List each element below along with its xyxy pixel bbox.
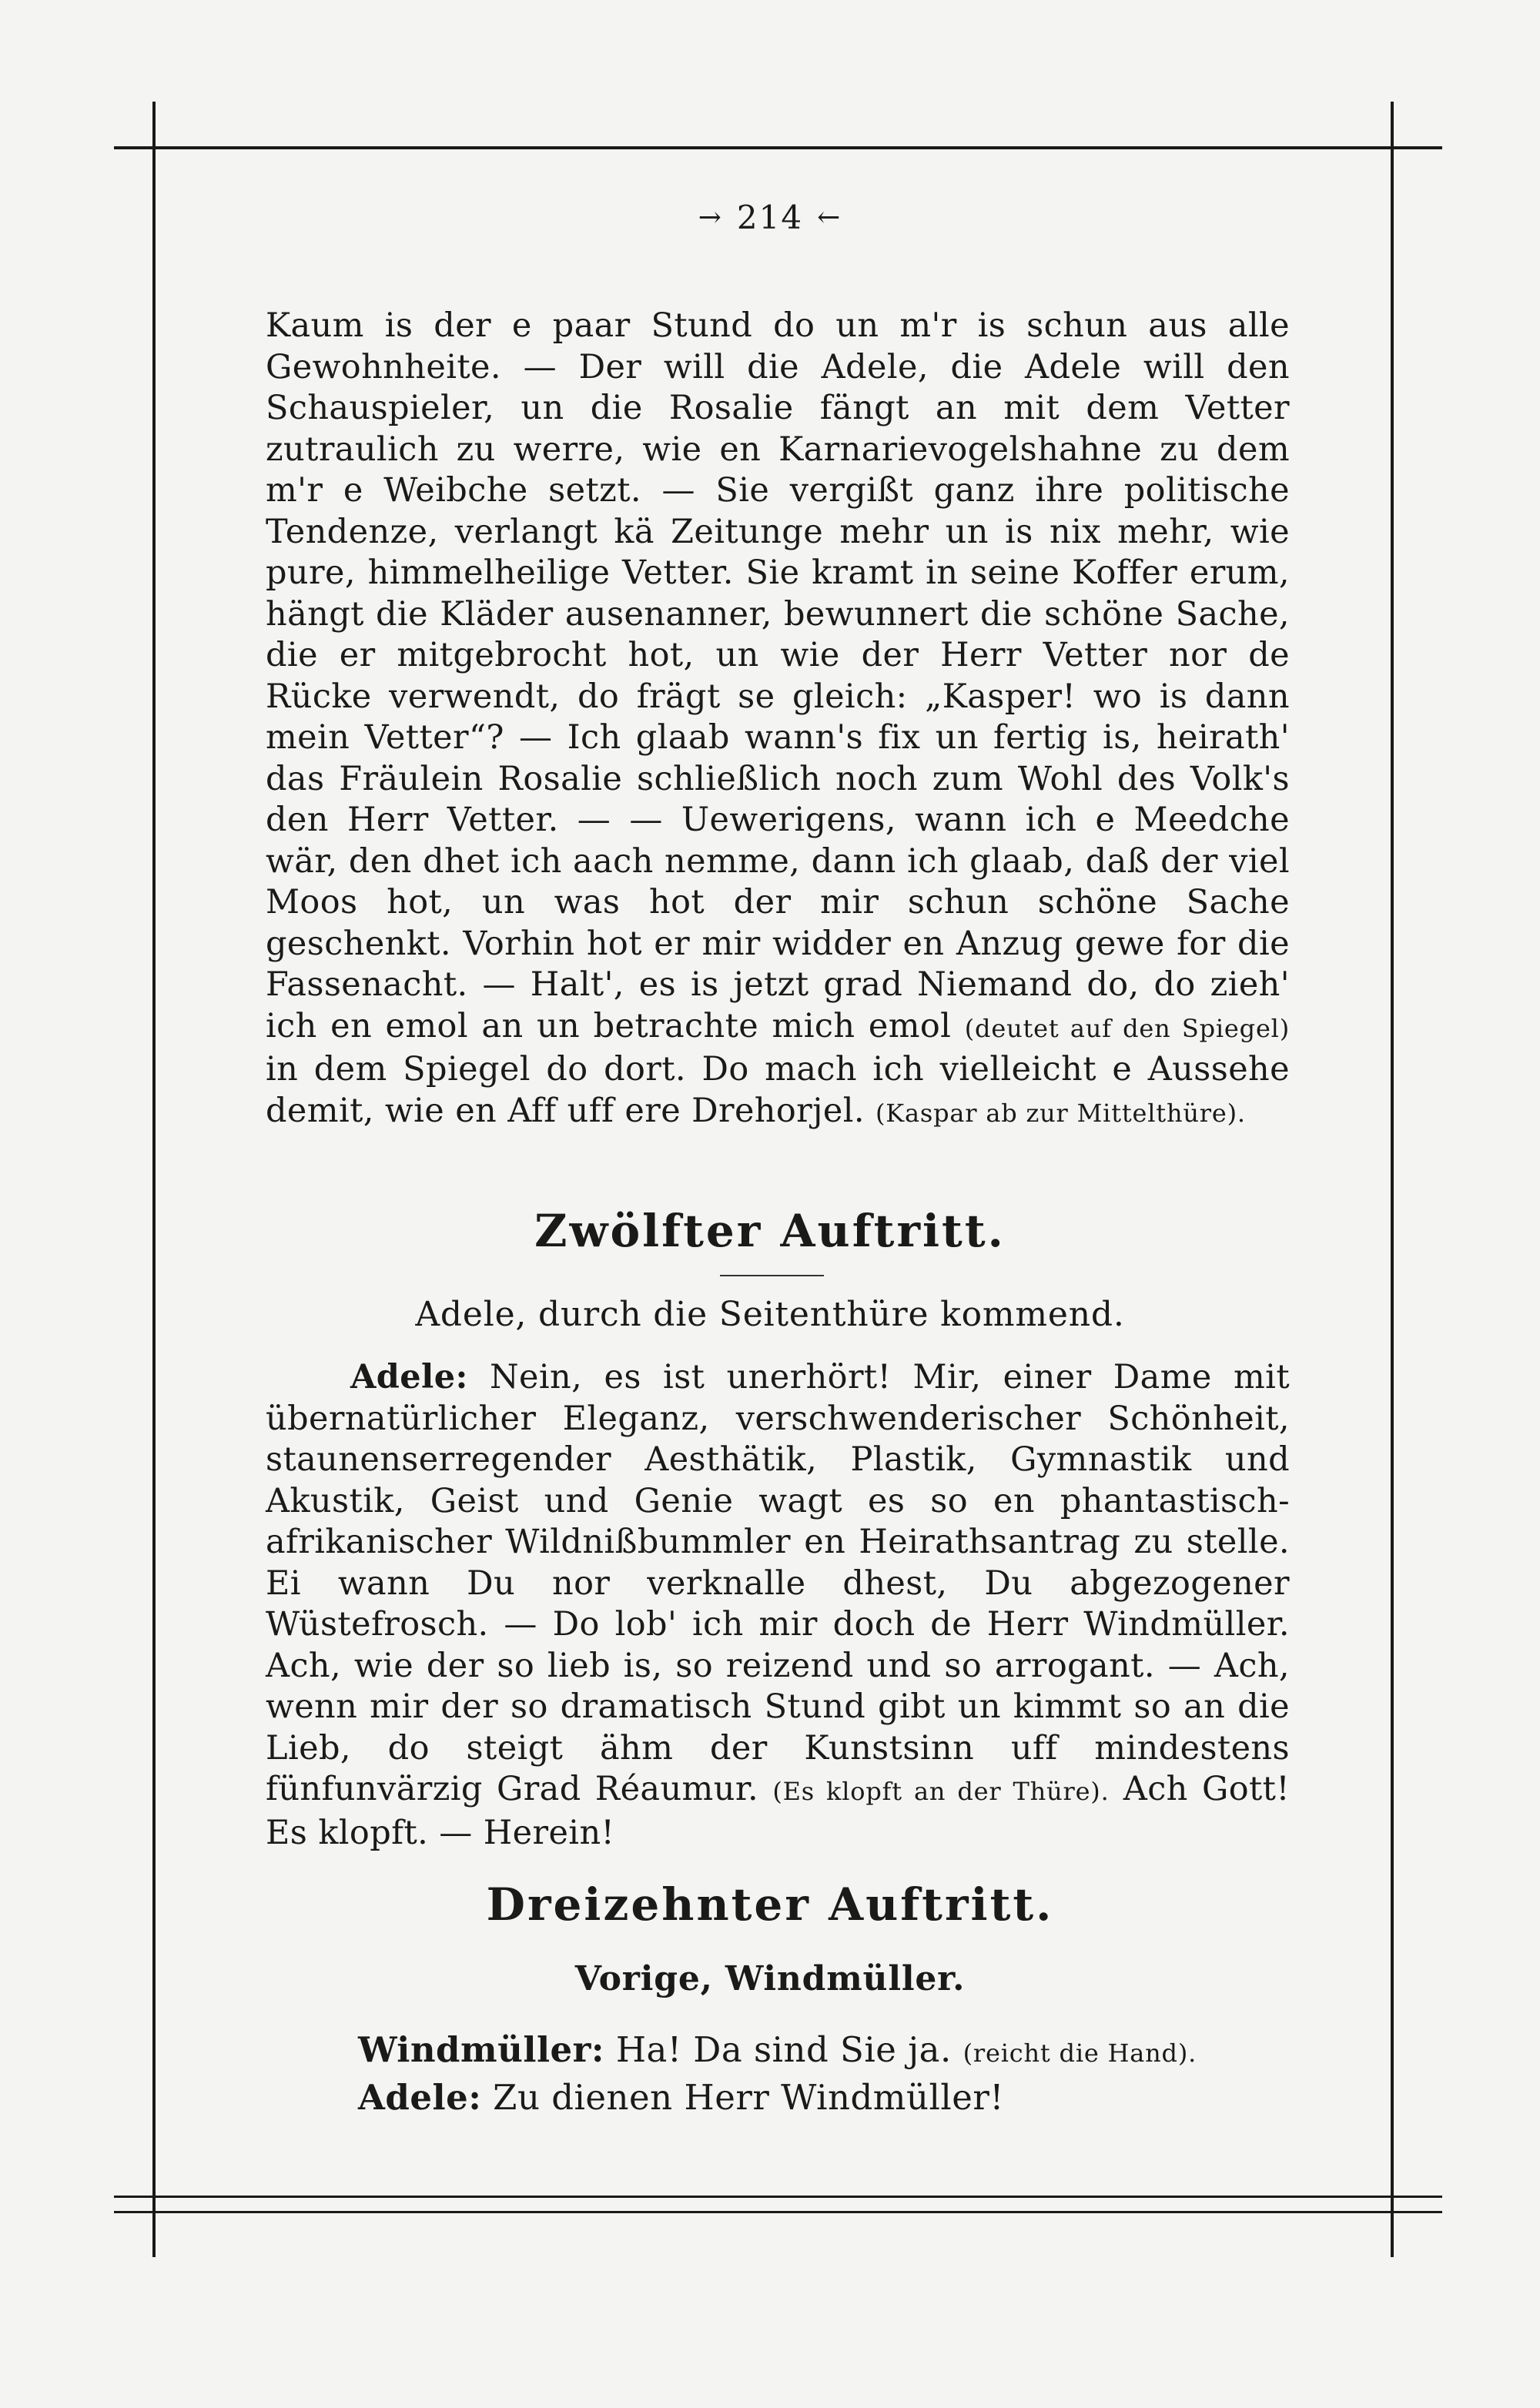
bottom-rule-1 [114,2196,1442,2198]
top-rule [114,146,1442,149]
speaker-adele: Adele: [350,1358,468,1396]
intro-body-2: in dem Spiegel do dort. Do mach ich vielleicht e Aussehe demit, wie en Aff uff ere Drehorjel. [266,1050,1290,1130]
speaker-adele-2: Adele: [358,2077,482,2118]
adele-monologue-text: Nein, es ist unerhört! Mir, einer Dame mit übernatürlicher Eleganz, verschwenderischer Schönheit, staunenserregender Aesthätik, Plastik, Gymnastik und Akustik, Geist und Genie wagt es so en phantastisch-afrikanischer Wildnißbummler en Heirathsantrag zu stelle. Ei wann Du nor verknalle dhest, Du abgezogener Wüstefrosch. — Do lob' ich mir doch de Herr Windmüller. Ach, wie der so lieb is, so reizend und so arrogant. — Ach, wenn mir der so dramatisch Stund gibt un kimmt so an die Lieb, do steigt ähm der Kunstsinn uff mindestens fünfunvärzig Grad Réaumur. [266,1358,1290,1808]
stage-direction-knock: (Es klopft an der Thüre). [772,1777,1110,1806]
speaker-windmueller: Windmüller: [358,2029,604,2070]
stage-direction-hand: (reicht die Hand). [962,2038,1197,2068]
dialog-line-windmueller [358,2029,1197,2070]
intro-text [266,306,1290,1134]
intro-body: Kaum is der e paar Stund do un m'r is schun aus alle Gewohnheite. — Der will die Adele, die Adele will den Schauspieler, un die Rosalie fängt an mit dem Vetter zutraulich zu werre, wie en Karnarievogelshahne zu dem m'r e Weibche setzt. — Sie vergißt ganz ihre politische Tendenze, verlangt kä Zeitunge mehr un is nix mehr, wie pure, himmelheilige Vetter. Sie kramt in seine Koffer erum, hängt die Kläder ausenanner, bewunnert die schöne Sache, die er mitgebrocht hot, un wie der Herr Vetter nor de Rücke verwendt, do frägt se gleich: „Kasper! wo is dann mein Vetter“? — Ich glaab wann's fix un fertig is, heirath' das Fräulein Rosalie schließlich noch zum Wohl des Volk's den Herr Vetter. — — Uewerigens, wann ich e Meedche wär, den dhet ich aach nemme, dann ich glaab, daß der viel Moos hot, un was hot der mir schun schöne Sache geschenkt. Vorhin hot er mir widder en Anzug gewe for die Fassenacht. — Halt', es is jetzt grad Niemand do, do zieh' ich en emol an un betrachte mich emol [266,306,1290,1045]
page-number-value: 214 [736,199,804,236]
page-number [0,199,1540,236]
scene-12-rule [720,1275,824,1276]
scene-13-title: Dreizehnter Auftritt. [486,1878,1054,1931]
right-frame-line [1391,102,1394,2257]
adele-monologue-end: Ach Gott! Es klopft. — Herein! [266,1770,1291,1852]
adele-monologue [266,1357,1290,1854]
adele-line-text: Zu dienen Herr Windmüller! [493,2077,1004,2118]
left-ornament-icon: → [698,202,723,233]
scene-13-stage-direction: Vorige, Windmüller. [574,1959,966,1998]
bottom-rule-2 [114,2211,1442,2213]
windmueller-line-text: Ha! Da sind Sie ja. [615,2029,952,2070]
scene-12-speech [266,1357,1291,1852]
scene-12-stage-direction: Adele, durch die Seitenthüre kommend. [415,1295,1125,1334]
intro-paragraph [266,306,1290,1176]
left-frame-line [152,102,156,2257]
stage-direction-mirror: (deutet auf den Spiegel) [964,1013,1290,1043]
stage-direction-exit: (Kaspar ab zur Mittelthüre). [875,1098,1246,1128]
dialog-line-adele [358,2077,1004,2118]
right-ornament-icon: ← [817,202,842,233]
scene-12-title: Zwölfter Auftritt. [534,1205,1006,1257]
